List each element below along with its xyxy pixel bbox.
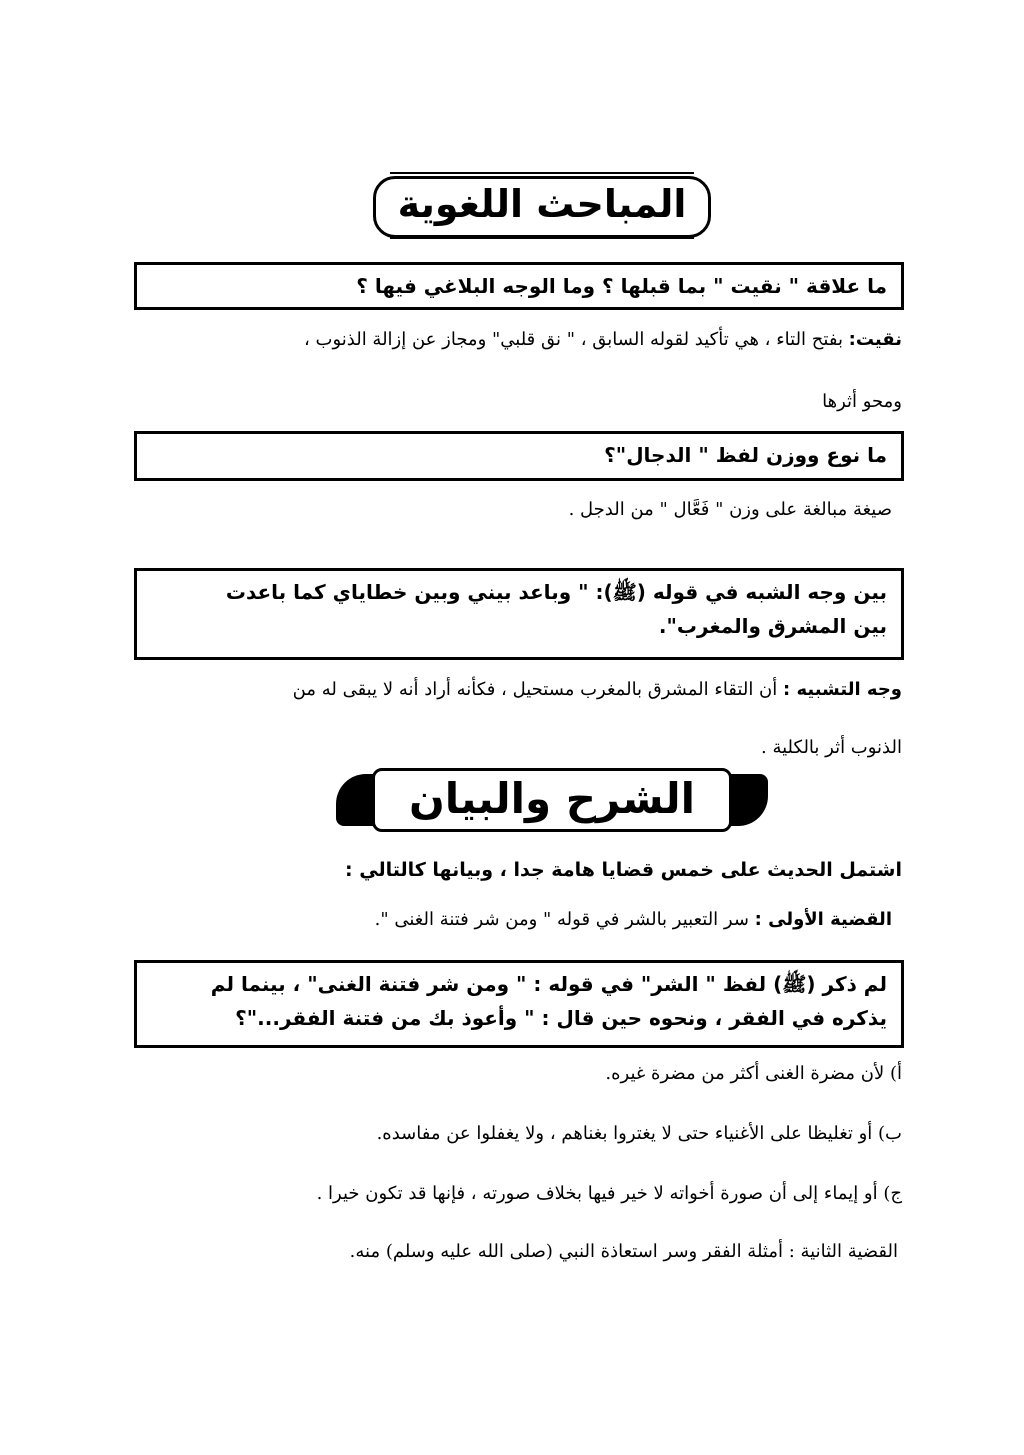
question-line-1: بين وجه الشبه في قوله (ﷺ): " وباعد بيني وبين خطاياي كما باعدت: [225, 580, 887, 604]
issue-2: القضية الثانية : أمثلة الفقر وسر استعاذة النبي (صلى الله عليه وسلم) منه.: [349, 1241, 898, 1262]
answer-item-b: ب) أو تغليظا على الأغنياء حتى لا يغتروا بغناهم ، ولا يغفلوا عن مفاسده.: [376, 1123, 902, 1144]
question-line-2: بين المشرق والمغرب".: [658, 614, 887, 638]
answer-3-line-2: الذنوب أثر بالكلية .: [761, 737, 902, 758]
issue-text: سر التعبير بالشر في قوله " ومن شر فتنة الغنى ".: [374, 909, 755, 930]
answer-item-c: ج) أو إيماء إلى أن صورة أخواته لا خير فيها بخلاف صورته ، فإنها قد تكون خيرا .: [316, 1183, 902, 1204]
section-title-label: المباحث اللغوية: [373, 176, 712, 238]
question-box-3: [134, 568, 904, 660]
answer-3-line-1: [140, 676, 902, 704]
section-title-explanation: [336, 768, 768, 832]
section-title-label: الشرح والبيان: [372, 768, 732, 832]
question-text: ما علاقة " نقيت " بما قبلها ؟ وما الوجه البلاغي فيها ؟: [356, 274, 887, 298]
question-text: ما نوع ووزن لفظ " الدجال"؟: [604, 443, 887, 467]
answer-term: وجه التشبيه :: [782, 679, 902, 700]
issue-1: [140, 906, 892, 934]
answer-1-line-2: ومحو أثرها: [822, 391, 902, 412]
intro-text: اشتمل الحديث على خمس قضايا هامة جدا ، وبيانها كالتالي :: [345, 859, 902, 881]
answer-1-line-1: [140, 326, 902, 354]
answer-term: نقيت:: [848, 329, 902, 350]
question-box-2: [134, 431, 904, 481]
question-box-1: [134, 262, 904, 310]
answer-text: بفتح التاء ، هي تأكيد لقوله السابق ، " نق قلبي" ومجاز عن إزالة الذنوب ،: [303, 329, 849, 350]
question-line-2: يذكره في الفقر ، ونحوه حين قال : " وأعوذ بك من فتنة الفقر..."؟: [235, 1006, 887, 1030]
section-title-linguistic: [390, 172, 694, 242]
issue-term: القضية الأولى :: [754, 909, 892, 930]
question-line-1: لم ذكر (ﷺ) لفظ " الشر" في قوله : " ومن شر فتنة الغنى" ، بينما لم: [210, 972, 887, 996]
answer-text: أن التقاء المشرق بالمغرب مستحيل ، فكأنه أراد أنه لا يبقى له من: [292, 679, 783, 700]
answer-2: صيغة مبالغة على وزن " فَعَّال " من الدجل .: [568, 499, 892, 520]
answer-item-a: أ) لأن مضرة الغنى أكثر من مضرة غيره.: [605, 1063, 902, 1084]
question-box-4: [134, 960, 904, 1048]
